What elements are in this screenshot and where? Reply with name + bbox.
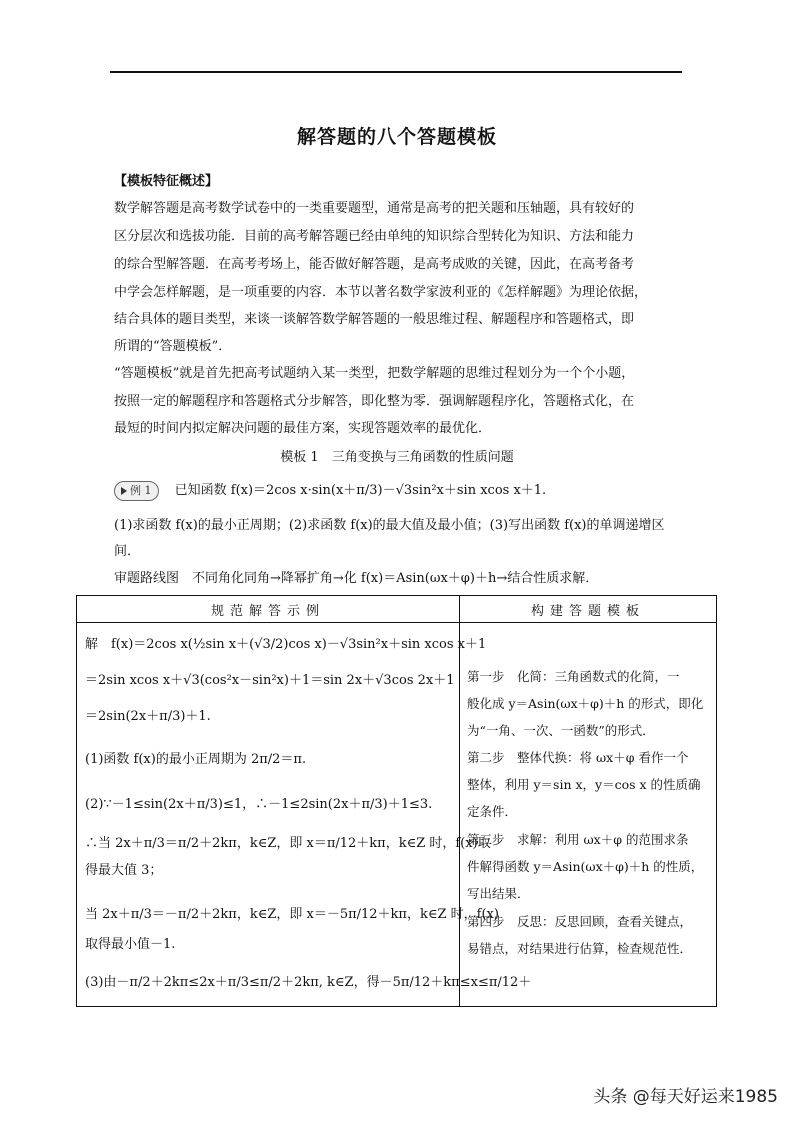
template-line: 般化成 y＝Asin(ωx＋φ)＋h 的形式，即化 [467,696,704,711]
intro-line: 的综合型解答题．在高考考场上，能否做好解答题，是高考成败的关键，因此，在高考备考 [114,257,635,272]
intro-line: 数学解答题是高考数学试卷中的一类重要题型，通常是高考的把关题和压轴题，具有较好的 [114,201,635,216]
template-line: 第一步 化简：三角函数式的化简，一 [467,669,680,684]
right-column-header: 构建答题模板 [530,604,645,619]
example-badge: 例 1 [114,481,159,501]
intro-line: 所谓的“答题模板”． [114,339,232,354]
template-line: 件解得函数 y＝Asin(ωx＋φ)＋h 的性质， [467,859,704,874]
intro-line: 区分层次和选拔功能．目前的高考解答题已经由单纯的知识综合型转化为知识、方法和能力 [114,229,635,244]
template-line: 易错点，对结果进行估算，检查规范性． [467,941,693,956]
solution-line: ＝2sin xcos x＋√3(cos²x－sin²x)＋1＝sin 2x＋√3cos 2x＋1 [85,673,455,688]
section-label: 【模板特征概述】 [114,174,219,189]
example-statement-row [114,481,546,501]
intro-line: “答题模板”就是首先把高考试题纳入某一类型，把数学解题的思维过程划分为一个个小题， [114,366,635,381]
route-diagram: 审题路线图 不同角化同角→降幂扩角→化 f(x)＝Asin(ωx＋φ)＋h→结合性质求解． [114,571,599,586]
example-questions: (1)求函数 f(x)的最小正周期；(2)求函数 f(x)的最大值及最小值；(3)写出函数 f(x)的单调递增区 [114,518,665,533]
template-line: 整体，利用 y＝sin x，y＝cos x 的性质确 [467,777,701,792]
template-heading: 模板 1 三角变换与三角函数的性质问题 [280,450,514,465]
template-line: 为“一角、一次、一函数”的形式． [467,723,655,738]
solution-line: 得最大值 3； [85,863,163,878]
template-line: 第四步 反思：反思回顾，查看关键点， [467,914,693,929]
solution-line: ∴当 2x＋π/3＝π/2＋2kπ，k∈Z，即 x＝π/12＋kπ，k∈Z 时，f(x)取 [85,836,491,851]
solution-line: (2)∵－1≤sin(2x＋π/3)≤1，∴－1≤2sin(2x＋π/3)＋1≤3. [85,797,433,812]
template-line: 第二步 整体代换：将 ωx＋φ 看作一个 [467,750,689,765]
example-statement: 已知函数 f(x)＝2cos x·sin(x＋π/3)－√3sin²x＋sin xcos x＋1. [174,483,547,498]
template-line: 写出结果． [467,886,530,901]
intro-line: 按照一定的解题程序和答题格式分步解答，即化整为零．强调解题程序化，答题格式化，在 [114,394,635,409]
solution-line: 取得最小值－1. [85,937,176,952]
template-line: 第三步 求解：利用 ωx＋φ 的范围求条 [467,832,689,847]
template-line: 定条件． [467,804,518,819]
intro-line: 最短的时间内拟定解决问题的最佳方案，实现答题效率的最优化． [114,421,492,436]
solution-line: 解 f(x)＝2cos x(½sin x＋(√3/2)cos x)－√3sin²x＋sin xcos x＋1 [85,637,487,652]
top-rule [110,71,682,73]
solution-line: ＝2sin(2x＋π/3)＋1. [85,709,211,724]
watermark: 头条 @每天好运来1985 [593,1087,778,1107]
intro-line: 结合具体的题目类型，来谈一谈解答数学解答题的一般思维过程、解题程序和答题格式，即 [114,312,635,327]
example-questions: 间． [114,544,141,559]
intro-line: 中学会怎样解题，是一项重要的内容．本节以著名数学家波利亚的《怎样解题》为理论依据， [114,285,648,300]
left-column-header: 规范解答示例 [210,604,325,619]
page-title: 解答题的八个答题模板 [296,126,497,148]
solution-line: (1)函数 f(x)的最小正周期为 2π/2＝π. [85,752,307,767]
solution-line: 当 2x＋π/3＝－π/2＋2kπ，k∈Z，即 x＝－5π/12＋kπ，k∈Z 时，f(x) [85,907,499,922]
solution-line: (3)由－π/2＋2kπ≤2x＋π/3≤π/2＋2kπ, k∈Z，得－5π/12＋kπ≤x≤π/12＋ [85,975,532,990]
column-divider [459,596,460,1006]
solution-table [76,595,717,1007]
header-divider [77,622,716,623]
play-icon [121,487,127,495]
